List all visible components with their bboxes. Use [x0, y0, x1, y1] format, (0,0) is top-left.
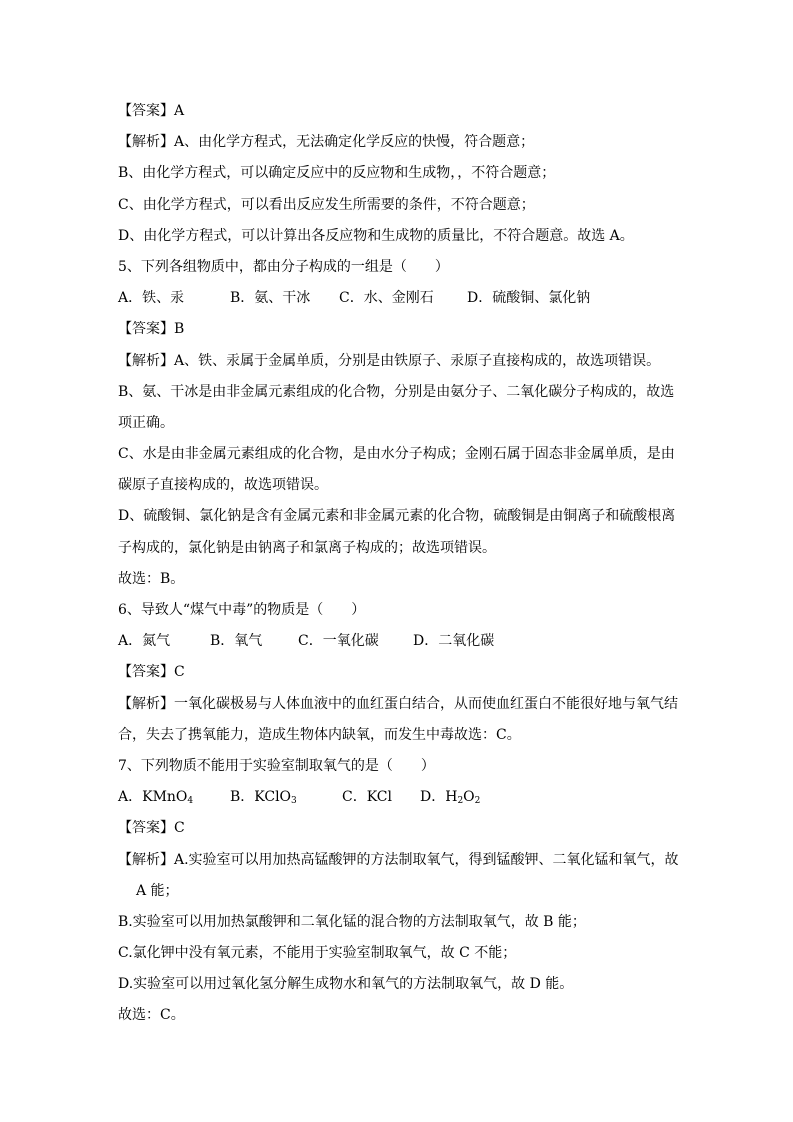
- q7-option-c: C．KCl: [342, 789, 392, 806]
- analysis-line: A 能；: [136, 882, 179, 899]
- analysis-line: C、由化学方程式，可以看出反应发生所需要的条件，不符合题意；: [118, 196, 535, 213]
- analysis-line: D.实验室可以用过氧化氢分解生成物水和氧气的方法制取氧气，故 D 能。: [118, 976, 574, 993]
- document-content: [118, 96, 678, 1032]
- question-5-options: [118, 283, 678, 314]
- q5-option-b: B．氨、干冰: [230, 290, 311, 307]
- q5-option-c: C．水、金刚石: [339, 290, 434, 307]
- q7-option-a: A．KMnO$_4$: [118, 789, 194, 807]
- answer-line: 【答案】C: [118, 664, 185, 681]
- analysis-line: C.氯化钾中没有氧元素，不能用于实验室制取氧气，故 C 不能；: [118, 945, 517, 962]
- q6-option-a: A．氮气: [118, 633, 171, 650]
- analysis-line: 【解析】一氧化碳极易与人体血液中的血红蛋白结合，从而使血红蛋白不能很好地与氧气结: [118, 695, 678, 712]
- analysis-line: D、由化学方程式，可以计算出各反应物和生成物的质量比，不符合题意。故选 A。: [118, 227, 634, 244]
- analysis-line: 子构成的，氯化钠是由钠离子和氯离子构成的；故选项错误。: [118, 539, 496, 556]
- answer-line: 【答案】C: [118, 820, 185, 837]
- conclusion-line: 故选：C。: [118, 1007, 185, 1024]
- analysis-line: B.实验室可以用加热氯酸钾和二氧化锰的混合物的方法制取氧气，故 B 能；: [118, 913, 586, 930]
- q5-option-d: D．硫酸铜、氯化钠: [467, 290, 591, 307]
- analysis-line: 合，失去了携氧能力，造成生物体内缺氧，而发生中毒故选：C。: [118, 726, 521, 743]
- question-7-stem: 7、下列物质不能用于实验室制取氧气的是（ ）: [118, 757, 435, 774]
- analysis-line: 项正确。: [118, 414, 174, 431]
- q7-option-d: D．$H_2O_2$: [420, 789, 481, 807]
- analysis-line: 【解析】A.实验室可以用加热高锰酸钾的方法制取氧气，得到锰酸钾、二氧化锰和氧气，故: [118, 851, 679, 868]
- q7-option-b: B．KClO$_3$: [230, 789, 297, 807]
- q6-option-b: B．氧气: [210, 633, 263, 650]
- analysis-line: 【解析】A、铁、汞属于金属单质，分别是由铁原子、汞原子直接构成的，故选项错误。: [118, 352, 661, 369]
- q5-option-a: A．铁、汞: [118, 290, 185, 307]
- answer-line: 【答案】A: [118, 103, 185, 119]
- analysis-line: C、水是由非金属元素组成的化合物，是由水分子构成；金刚石属于固态非金属单质，是由: [118, 446, 675, 463]
- conclusion-line: 故选：B。: [118, 570, 185, 587]
- answer-line: 【答案】B: [118, 321, 185, 338]
- question-6-options: [118, 626, 678, 657]
- analysis-line: B、由化学方程式，可以确定反应中的反应物和生成物，，不符合题意；: [118, 165, 556, 182]
- question-7-options: [118, 782, 678, 813]
- q6-option-d: D．二氧化碳: [413, 633, 495, 650]
- question-5-stem: 5、下列各组物质中，都由分子构成的一组是（ ）: [118, 258, 449, 275]
- analysis-line: D、硫酸铜、氯化钠是含有金属元素和非金属元素的化合物，硫酸铜是由铜离子和硫酸根离: [118, 508, 676, 525]
- analysis-line: B、氨、干冰是由非金属元素组成的化合物，分别是由氨分子、二氧化碳分子构成的，故选: [118, 383, 675, 400]
- analysis-line: 【解析】A、由化学方程式，无法确定化学反应的快慢，符合题意；: [118, 134, 535, 151]
- q6-option-c: C．一氧化碳: [298, 633, 379, 650]
- analysis-line: 碳原子直接构成的，故选项错误。: [118, 477, 328, 494]
- question-6-stem: 6、导致人“煤气中毒”的物质是（ ）: [118, 602, 366, 618]
